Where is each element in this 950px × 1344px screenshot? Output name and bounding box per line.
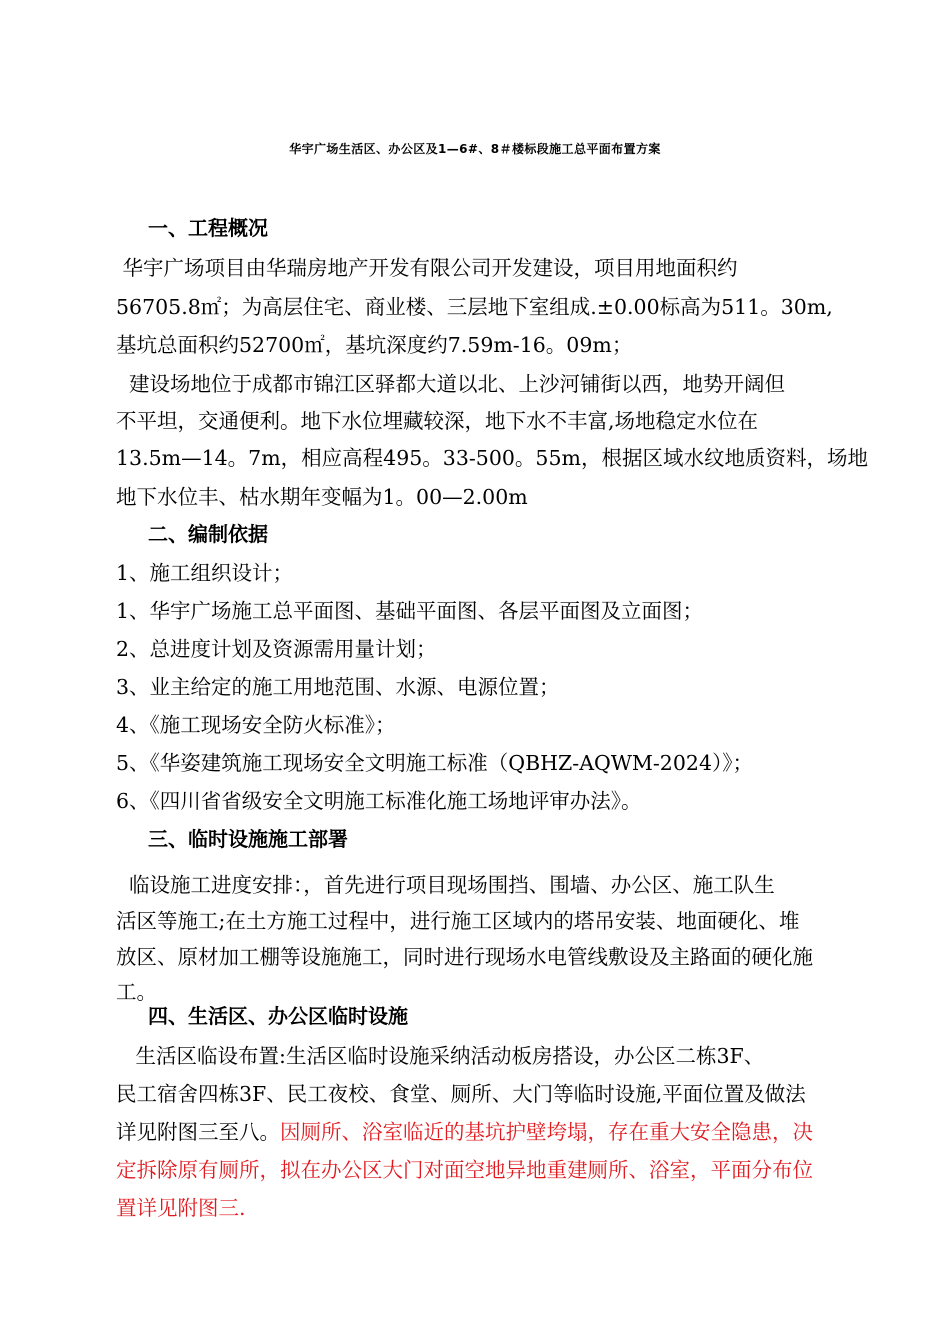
paragraph-line: 生活区临设布置:生活区临时设施采纳活动板房搭设，办公区二栋3F、 [116,1044,765,1068]
list-item: 6、《四川省省级安全文明施工标准化施工场地评审办法》。 [116,789,642,813]
paragraph-line [116,1115,813,1145]
document-title: 华宇广场生活区、办公区及1—6#、8＃楼标段施工总平面布置方案 [289,142,661,156]
list-item: 4、《施工现场安全防火标准》； [116,713,396,737]
list-item: 5、《华姿建筑施工现场安全文明施工标准（QBHZ-AQWM-2024）》； [116,751,753,775]
section-heading-deployment: 三、临时设施施工部署 [148,827,348,851]
paragraph-line: 放区、原材加工棚等设施施工，同时进行现场水电管线敷设及主路面的硬化施 [116,945,813,969]
paragraph-line: 13.5m—14。7m，相应高程495。33-500。55m，根据区域水纹地质资料，场地 [116,446,868,470]
list-item: 3、业主给定的施工用地范围、水源、电源位置； [116,675,560,699]
list-item: 1、华宇广场施工总平面图、基础平面图、各层平面图及立面图； [116,599,704,623]
list-item: 2、总进度计划及资源需用量计划； [116,637,437,661]
paragraph-text: 详见附图三至八。 [116,1120,280,1144]
paragraph-line: 临设施工进度安排：，首先进行项目现场围挡、围墙、办公区、施工队生 [116,873,775,897]
paragraph-line: 活区等施工;在土方施工过程中，进行施工区域内的塔吊安装、地面硬化、堆 [116,909,800,933]
paragraph-line: 建设场地位于成都市锦江区驿都大道以北、上沙河铺街以西，地势开阔但 [116,372,786,396]
paragraph-line: 基坑总面积约52700㎡，基坑深度约7.59m-16。09m； [116,333,633,357]
highlighted-notice-line: 定拆除原有厕所，拟在办公区大门对面空地异地重建厕所、浴室，平面分布位 [116,1158,813,1182]
section-heading-overview: 一、工程概况 [148,216,268,240]
highlighted-notice-text: 因厕所、浴室临近的基坑护壁垮塌，存在重大安全隐患，决 [280,1120,813,1144]
paragraph-line: 华宇广场项目由华瑞房地产开发有限公司开发建设，项目用地面积约 [116,256,738,280]
paragraph-line: 不平坦，交通便利。地下水位埋藏较深，地下水不丰富,场地稳定水位在 [116,409,759,433]
section-heading-temporary-facilities: 四、生活区、办公区临时设施 [148,1004,408,1028]
highlighted-notice-line: 置详见附图三. [116,1196,246,1220]
paragraph-line: 工。 [116,980,157,1004]
paragraph-line: 56705.8㎡；为高层住宅、商业楼、三层地下室组成.±0.00标高为511。30m, [116,295,833,319]
paragraph-line: 民工宿舍四栋3F、民工夜校、食堂、厕所、大门等临时设施,平面位置及做法 [116,1082,806,1106]
section-heading-basis: 二、编制依据 [148,522,268,546]
list-item: 1、施工组织设计； [116,561,294,585]
paragraph-line: 地下水位丰、枯水期年变幅为1。00—2.00m [116,485,528,509]
